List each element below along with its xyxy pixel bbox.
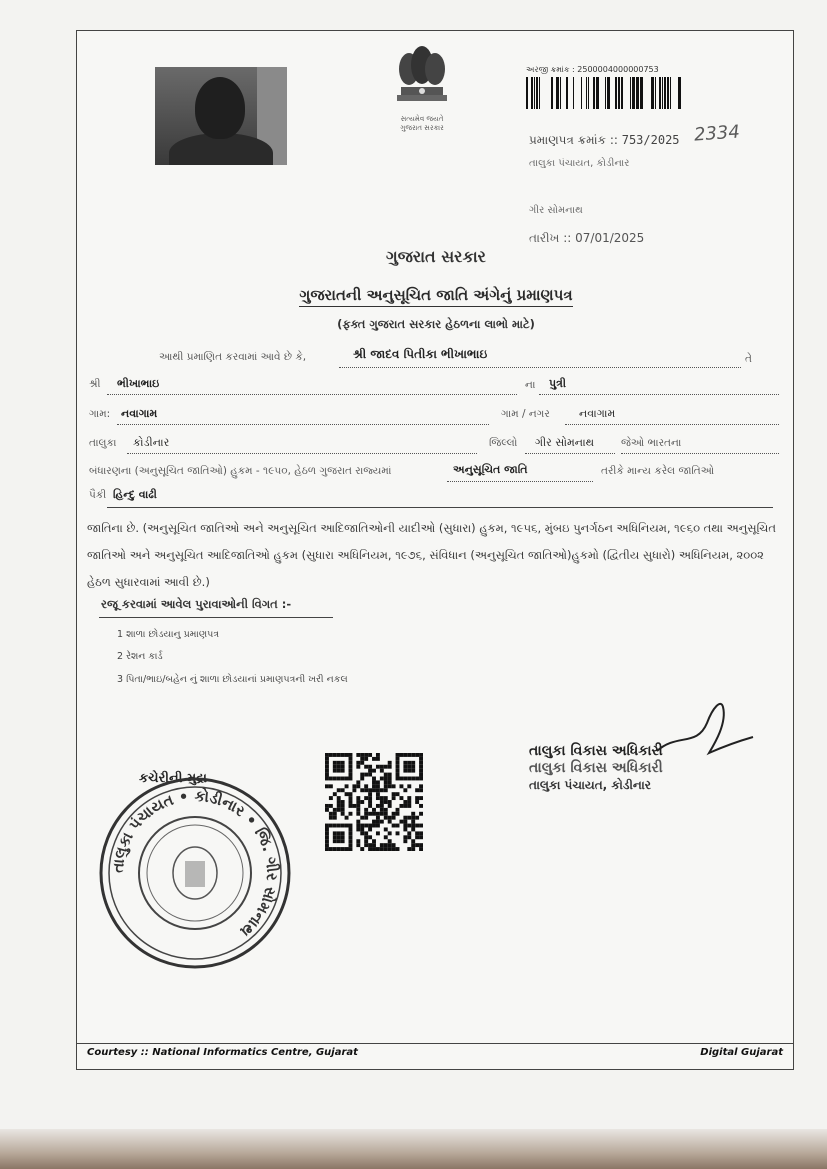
certificate-title: ગુજરાતની અનુસૂચિત જાતિ અંગેનું પ્રમાણપત્ર: [77, 286, 795, 304]
handwritten-number: 2334: [693, 121, 741, 146]
relation: પુત્રી: [549, 377, 567, 390]
documents-heading: રજૂ કરવામાં આવેલ પુરાવાઓની વિગત :-: [101, 597, 292, 611]
document-item: 2 રેશન કાર્ડ: [117, 651, 163, 662]
paiki-label: પૈકી: [89, 489, 107, 501]
village-label: ગામ:: [89, 408, 111, 420]
document-item: 3 પિતા/ભાઇ/બહેન નું શાળા છોડયાનાં પ્રમાણપત્રની ખરી નકલ: [117, 674, 348, 685]
national-emblem-icon: [387, 43, 457, 107]
village-value: નવાગામ: [121, 407, 158, 420]
barcode: [526, 77, 682, 109]
issuing-district: ગીર સોમનાથ: [529, 205, 583, 216]
emblem-caption: સત્યમેવ જયતે ગુજરાત સરકાર: [400, 115, 444, 132]
gam-nagar-value: નવાગામ: [579, 407, 616, 420]
order-text: બંધારણના (અનુસૂચિત જાતિઓ) હુકમ - ૧૯૫૦, હેઠળ ગુજરાત રાજ્યમાં: [89, 465, 392, 477]
recognized-text: તરીકે માન્ય કરેલ જાતિઓ: [601, 465, 715, 477]
document-item: 1 શાળા છોડયાનુ પ્રમાણપત્ર: [117, 629, 220, 640]
certificate-page: [76, 30, 794, 1070]
na-label: ના: [525, 379, 536, 391]
scan-edge-shadow: [0, 1129, 827, 1169]
footer-courtesy: Courtesy :: National Informatics Centre, Gujarat: [87, 1047, 358, 1058]
holder-name: શ્રી જાદવ પિતીકા ભીખાભાઇ: [353, 347, 488, 361]
legal-paragraph: જાતિના છે. (અનુસૂચિત જાતિઓ અને અનુસૂચિત આદિજાતિઓની યાદીઓ (સુધારા) હુકમ, ૧૯૫૬, મુંબઇ પુનર્ગઠન અધિનિયમ, ૧૯૬૦ તથા અનુસૂચિત જાતિઓ અને અનુસૂચિત આદિજાતિઓ હુકમ (સુધારા અધિનિયમ, ૧૯૭૬, સંવિધાન (અનુસૂચિત જાતિઓ)હુકમો (દ્વિતીય સુધારો) અધિનિયમ, ૨૦૦૨ હેઠળ સુધારવામાં આવી છે.): [87, 521, 777, 589]
seal-heading: કચેરીની મુદ્રા: [139, 771, 207, 786]
certify-label: આથી પ્રમાણિત કરવામાં આવે છે કે,: [159, 351, 307, 363]
caste-category: અનુસૂચિત જાતિ: [453, 463, 528, 476]
shri-label: શ્રી: [89, 378, 101, 390]
certificate-subtitle: (ફક્ત ગુજરાત સરકાર હેઠળના લાભો માટે): [337, 317, 535, 331]
issue-date: તારીખ :: 07/01/2025: [529, 231, 645, 245]
issuing-office: તાલુકા પંચાયત, કોડીનાર: [529, 158, 630, 169]
district-value: ગીર સોમનાથ: [535, 436, 595, 449]
father-name: ભીખાભાઇ: [117, 377, 160, 390]
application-serial: અરજી ક્રમાંક : 2500004000000753: [526, 65, 659, 74]
district-label: જિલ્લો: [489, 437, 518, 449]
te-label: તે: [745, 353, 752, 365]
taluka-value: કોડીનાર: [133, 436, 170, 449]
government-heading: ગુજરાત સરકાર: [386, 247, 486, 266]
signatory-block: તાલુકા વિકાસ અધિકારી તાલુકા વિકાસ અધિકારી તાલુકા પંચાયત, કોડીનાર: [529, 743, 663, 792]
certificate-number: પ્રમાણપત્ર ક્રમાંક :: 753/2025: [529, 133, 680, 147]
gam-nagar-label: ગામ / નગર: [501, 408, 550, 420]
taluka-label: તાલુકા: [89, 437, 117, 449]
office-seal: [97, 775, 293, 971]
caste-value: હિન્દુ વાઢી: [113, 488, 157, 501]
state-label: જેઓ ભારતના: [621, 437, 682, 449]
qr-code: [324, 753, 424, 851]
footer-brand: Digital Gujarat: [700, 1047, 783, 1058]
seal-ring-text: તાલુકા પંચાયત • કોડીનાર • જિ. ગીર સોમનાથ: [108, 786, 282, 941]
applicant-photo: [155, 67, 287, 165]
